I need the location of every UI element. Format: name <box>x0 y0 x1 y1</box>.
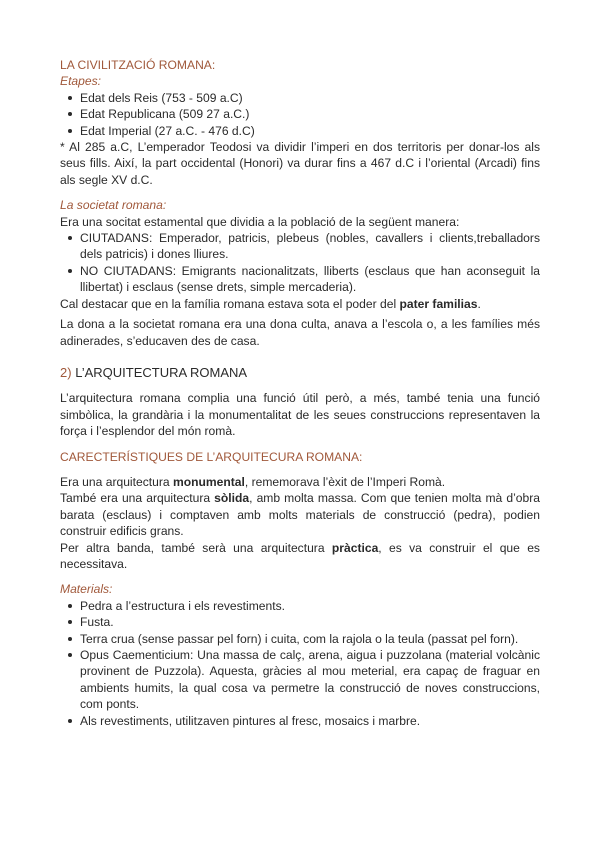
list-item: CIUTADANS: Emperador, patricis, plebeus (nobles, cavallers i clients,treballadors dels patricis) i dones lliures. <box>80 231 540 262</box>
practica-paragraph: Per altra banda, també serà una arquitectura pràctica, es va construir el que es necessitava. <box>60 540 540 571</box>
list-item: Edat Republicana (509 27 a.C.) <box>80 106 540 122</box>
solida-paragraph: També era una arquitectura sòlida, amb molta massa. Com que tenien molta mà d’obra barata (esclaus) i comptaven amb molts materials de construcció (pedra), podien construir edificis grans. <box>60 491 540 539</box>
dona-paragraph: La dona a la societat romana era una dona culta, anava a l’escola o, a les famílies més adinerades, s’educaven des de casa. <box>60 317 540 348</box>
materials-heading: Materials: <box>60 582 113 597</box>
list-item: NO CIUTADANS: Emigrants nacionalitzats, lliberts (esclaus que han aconseguit la llibertat) i esclaus (sense drets, simple mercaderia). <box>80 263 540 295</box>
section-title-civilitzacio: LA CIVILITZACIÓ ROMANA: <box>60 58 216 72</box>
list-item: Fusta. <box>80 614 540 630</box>
section-number: 2) <box>60 364 72 380</box>
materials-list <box>60 598 540 729</box>
list-item: Edat dels Reis (753 - 509 a.C) <box>80 90 540 106</box>
arquitectura-intro: L’arquitectura romana complia una funció útil però, a més, també tenia una funció simbòlica, la grandària i la monumentalitat de les seues construccions representaven la força i l’esplendor del món romà. <box>60 391 540 439</box>
caracteristiques-heading: CARECTERÍSTIQUES DE L’ARQUITECURA ROMANA: <box>60 449 363 464</box>
etapes-list <box>60 90 540 139</box>
societat-intro: Era una socitat estamental que dividia a la població de la següent manera: <box>60 214 460 229</box>
list-item: Opus Caementicium: Una massa de calç, arena, aigua i puzzolana (material volcànic provinent de Puzzola). Aquesta, gràcies al mou meterial, era capaç de fraguar en ambients humits, la qual cosa va permetre la construcció de noves construccions, com ponts. <box>80 648 540 712</box>
pater-familias-paragraph: Cal destacar que en la família romana estava sota el poder del pater familias. <box>60 296 481 311</box>
practica-bold: pràctica <box>331 540 379 555</box>
list-item: Als revestiments, utilitzaven pintures al fresc, mosaics i marbre. <box>80 713 540 729</box>
monumental-paragraph: Era una arquitectura monumental, rememorava l’èxit de l’Imperi Romà. <box>60 474 446 489</box>
list-item: Terra crua (sense passar pel forn) i cuita, com la rajola o la teula (passat pel forn). <box>80 631 540 647</box>
list-item: Edat Imperial (27 a.C. - 476 d.C) <box>80 123 540 139</box>
list-item: Pedra a l’estructura i els revestiments. <box>80 598 540 614</box>
teodosi-note: * Al 285 a.C, L’emperador Teodosi va dividir l’imperi en dos territoris per donar-los als seus fills. Així, la part occidental (Honori) va durar fins a 467 d.C i l’oriental (Arcadi) fins als segle XV d.C. <box>60 140 540 187</box>
pater-familias-bold: pater familias <box>399 296 478 311</box>
etapes-heading: Etapes: <box>60 74 102 89</box>
section-title-arquitectura: 2) L’ARQUITECTURA ROMANA <box>60 364 248 380</box>
monumental-bold: monumental <box>172 474 245 489</box>
solida-bold: sòlida <box>214 491 250 506</box>
societat-list <box>60 230 540 296</box>
societat-heading: La societat romana: <box>60 198 167 213</box>
